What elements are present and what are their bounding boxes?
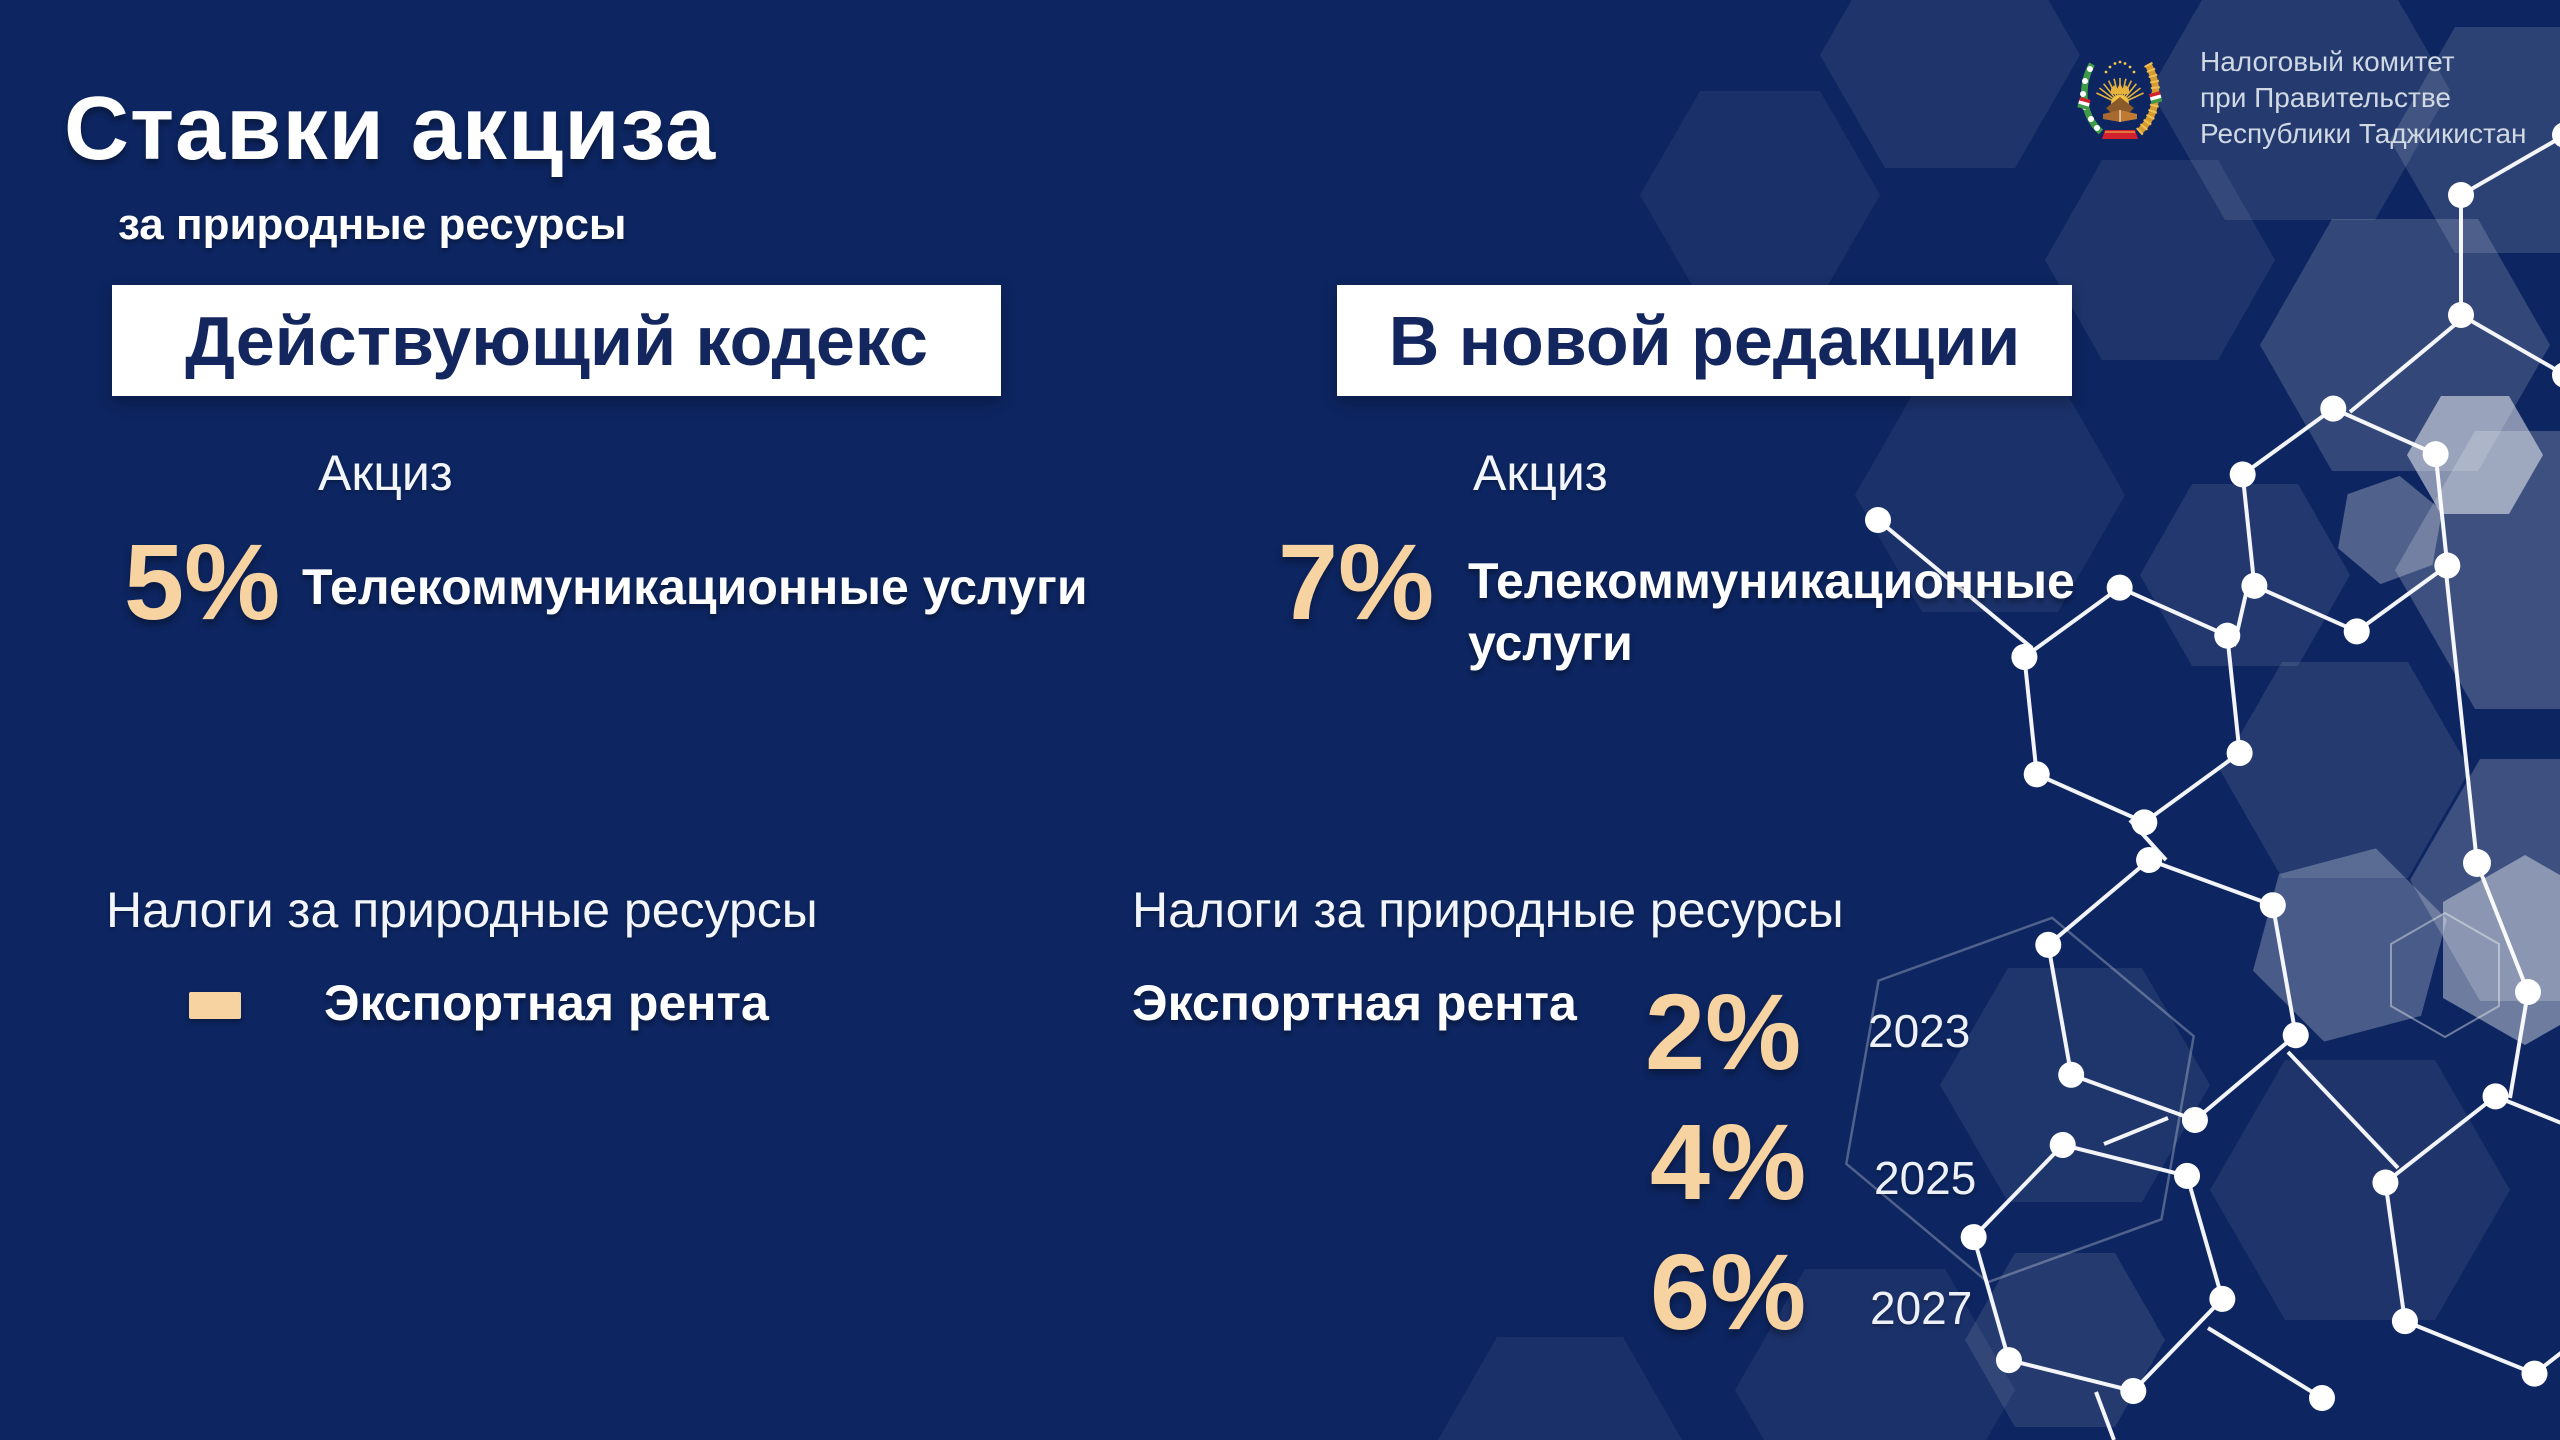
right-column-header: В новой редакции <box>1337 285 2072 396</box>
left-natural-label: Налоги за природные ресурсы <box>106 882 818 938</box>
brand-line-1: Налоговый комитет <box>2200 46 2455 77</box>
page-subtitle: за природные ресурсы <box>118 200 627 249</box>
page-title: Ставки акциза <box>64 79 717 179</box>
right-natural-label: Налоги за природные ресурсы <box>1132 882 1844 938</box>
left-natural-item: Экспортная рента <box>324 975 769 1031</box>
rent-rate-2025: 4% <box>1650 1101 1807 1222</box>
left-excise-rate: 5% <box>124 521 281 642</box>
left-excise-item: Телекоммуникационные услуги <box>302 559 1088 615</box>
rent-year-2027: 2027 <box>1870 1282 1973 1334</box>
rent-year-2023: 2023 <box>1868 1005 1971 1057</box>
brand-text-block <box>2200 44 2526 152</box>
right-natural-item: Экспортная рента <box>1132 975 1577 1031</box>
brand-line-2: при Правительстве <box>2200 82 2451 113</box>
rent-rate-2027: 6% <box>1650 1231 1807 1352</box>
rent-year-2025: 2025 <box>1874 1152 1977 1204</box>
right-excise-label: Акциз <box>1473 445 1608 501</box>
left-excise-label: Акциз <box>318 445 453 501</box>
left-column-header: Действующий кодекс <box>112 285 1001 396</box>
right-excise-rate: 7% <box>1278 521 1435 642</box>
rent-rate-2023: 2% <box>1645 971 1802 1092</box>
right-excise-item: Телекоммуникационные услуги <box>1468 553 2075 671</box>
dash-bullet <box>189 992 241 1019</box>
brand-line-3: Республики Таджикистан <box>2200 118 2527 149</box>
tajikistan-emblem-icon <box>2070 42 2170 148</box>
